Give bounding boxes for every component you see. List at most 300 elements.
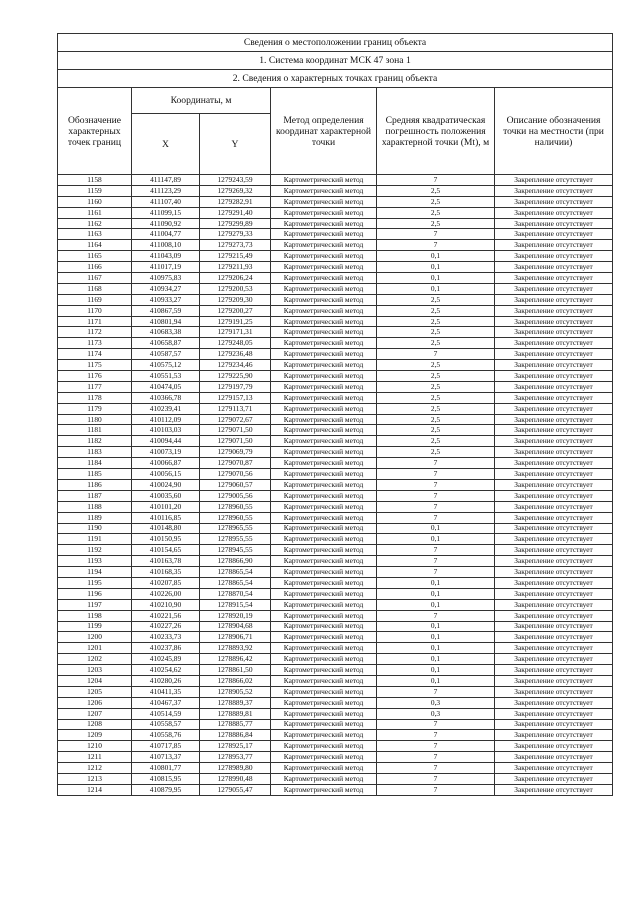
- table-row: [58, 512, 613, 523]
- cell-error: 0,3: [377, 697, 495, 708]
- cell-point-number: 1162: [58, 218, 132, 229]
- cell-method: Картометрический метод: [271, 654, 377, 665]
- cell-description: Закрепление отсутствует: [495, 196, 613, 207]
- cell-method: Картометрический метод: [271, 207, 377, 218]
- cell-coord-y: 1278904,68: [200, 621, 271, 632]
- cell-coord-x: 410221,56: [132, 610, 200, 621]
- cell-point-number: 1194: [58, 567, 132, 578]
- cell-method: Картометрический метод: [271, 305, 377, 316]
- cell-point-number: 1214: [58, 784, 132, 795]
- cell-coord-x: 410056,15: [132, 469, 200, 480]
- cell-coord-x: 411123,29: [132, 185, 200, 196]
- cell-point-number: 1180: [58, 414, 132, 425]
- points-section-title: 2. Сведения о характерных точках границ объекта: [58, 70, 613, 88]
- cell-description: Закрепление отсутствует: [495, 686, 613, 697]
- cell-coord-x: 410227,26: [132, 621, 200, 632]
- cell-coord-y: 1278955,55: [200, 534, 271, 545]
- cell-description: Закрепление отсутствует: [495, 697, 613, 708]
- table-row: [58, 665, 613, 676]
- table-row: [58, 567, 613, 578]
- cell-description: Закрепление отсутствует: [495, 283, 613, 294]
- cell-method: Картометрический метод: [271, 741, 377, 752]
- cell-point-number: 1160: [58, 196, 132, 207]
- cell-method: Картометрический метод: [271, 784, 377, 795]
- cell-coord-x: 411147,89: [132, 175, 200, 186]
- cell-coord-x: 410168,35: [132, 567, 200, 578]
- cell-coord-x: 410514,59: [132, 708, 200, 719]
- cell-error: 0,1: [377, 283, 495, 294]
- cell-coord-x: 410233,73: [132, 632, 200, 643]
- cell-method: Картометрический метод: [271, 512, 377, 523]
- cell-point-number: 1209: [58, 730, 132, 741]
- cell-error: 7: [377, 567, 495, 578]
- cell-point-number: 1192: [58, 545, 132, 556]
- cell-method: Картометрический метод: [271, 458, 377, 469]
- table-row: [58, 741, 613, 752]
- cell-point-number: 1199: [58, 621, 132, 632]
- cell-description: Закрепление отсутствует: [495, 447, 613, 458]
- cell-method: Картометрический метод: [271, 403, 377, 414]
- cell-coord-y: 1279211,93: [200, 262, 271, 273]
- cell-point-number: 1207: [58, 708, 132, 719]
- cell-coord-y: 1279071,50: [200, 436, 271, 447]
- cell-coord-x: 410150,95: [132, 534, 200, 545]
- cell-point-number: 1189: [58, 512, 132, 523]
- cell-method: Картометрический метод: [271, 327, 377, 338]
- table-row: [58, 773, 613, 784]
- cell-method: Картометрический метод: [271, 218, 377, 229]
- cell-description: Закрепление отсутствует: [495, 556, 613, 567]
- cell-description: Закрепление отсутствует: [495, 501, 613, 512]
- table-row: [58, 447, 613, 458]
- cell-description: Закрепление отсутствует: [495, 741, 613, 752]
- cell-point-number: 1197: [58, 599, 132, 610]
- table-row: [58, 327, 613, 338]
- cell-coord-x: 410210,90: [132, 599, 200, 610]
- cell-method: Картометрический метод: [271, 501, 377, 512]
- cell-error: 2,5: [377, 294, 495, 305]
- table-row: [58, 708, 613, 719]
- document: [57, 33, 612, 796]
- cell-description: Закрепление отсутствует: [495, 665, 613, 676]
- cell-description: Закрепление отсутствует: [495, 643, 613, 654]
- cell-description: Закрепление отсутствует: [495, 436, 613, 447]
- cell-coord-y: 1279273,73: [200, 240, 271, 251]
- cell-method: Картометрический метод: [271, 675, 377, 686]
- cell-point-number: 1213: [58, 773, 132, 784]
- table-row: [58, 697, 613, 708]
- cell-point-number: 1181: [58, 425, 132, 436]
- table-row: [58, 414, 613, 425]
- cell-description: Закрепление отсутствует: [495, 371, 613, 382]
- cell-error: 0,1: [377, 665, 495, 676]
- cell-coord-y: 1279055,47: [200, 784, 271, 795]
- table-row: [58, 752, 613, 763]
- cell-description: Закрепление отсутствует: [495, 675, 613, 686]
- cell-point-number: 1168: [58, 283, 132, 294]
- cell-method: Картометрический метод: [271, 773, 377, 784]
- cell-point-number: 1158: [58, 175, 132, 186]
- header-coords: Координаты, м: [132, 88, 271, 114]
- cell-method: Картометрический метод: [271, 229, 377, 240]
- cell-description: Закрепление отсутствует: [495, 294, 613, 305]
- cell-point-number: 1175: [58, 360, 132, 371]
- cell-error: 7: [377, 610, 495, 621]
- cell-description: Закрепление отсутствует: [495, 534, 613, 545]
- header-error: Средняя квадратическая погрешность положения характерной точки (Mt), м: [377, 88, 495, 175]
- cell-coord-x: 410237,86: [132, 643, 200, 654]
- table-row: [58, 523, 613, 534]
- cell-coord-y: 1278989,80: [200, 763, 271, 774]
- cell-error: 7: [377, 490, 495, 501]
- cell-coord-y: 1279072,67: [200, 414, 271, 425]
- cell-error: 2,5: [377, 207, 495, 218]
- cell-coord-x: 410801,94: [132, 316, 200, 327]
- cell-point-number: 1173: [58, 338, 132, 349]
- cell-description: Закрепление отсутствует: [495, 719, 613, 730]
- table-row: [58, 175, 613, 186]
- title-row-2: [58, 52, 613, 70]
- cell-error: 7: [377, 469, 495, 480]
- cell-point-number: 1170: [58, 305, 132, 316]
- cell-error: 2,5: [377, 360, 495, 371]
- cell-coord-y: 1279209,30: [200, 294, 271, 305]
- cell-coord-x: 410254,62: [132, 665, 200, 676]
- cell-coord-y: 1278870,54: [200, 588, 271, 599]
- table-row: [58, 556, 613, 567]
- table-row: [58, 501, 613, 512]
- cell-point-number: 1205: [58, 686, 132, 697]
- cell-description: Закрепление отсутствует: [495, 360, 613, 371]
- header-desc: Описание обозначения точки на местности (при наличии): [495, 88, 613, 175]
- table-row: [58, 632, 613, 643]
- cell-error: 7: [377, 730, 495, 741]
- cell-coord-y: 1279200,27: [200, 305, 271, 316]
- cell-description: Закрепление отсутствует: [495, 567, 613, 578]
- cell-error: 7: [377, 545, 495, 556]
- table-row: [58, 534, 613, 545]
- cell-error: 0,1: [377, 577, 495, 588]
- table-row: [58, 763, 613, 774]
- cell-error: 7: [377, 556, 495, 567]
- cell-method: Картометрический метод: [271, 392, 377, 403]
- cell-error: 0,1: [377, 262, 495, 273]
- cell-point-number: 1166: [58, 262, 132, 273]
- cell-description: Закрепление отсутствует: [495, 229, 613, 240]
- cell-coord-y: 1278915,54: [200, 599, 271, 610]
- cell-coord-y: 1278960,55: [200, 512, 271, 523]
- cell-method: Картометрический метод: [271, 545, 377, 556]
- cell-point-number: 1206: [58, 697, 132, 708]
- cell-error: 2,5: [377, 218, 495, 229]
- table-row: [58, 294, 613, 305]
- table-row: [58, 218, 613, 229]
- cell-description: Закрепление отсутствует: [495, 251, 613, 262]
- cell-method: Картометрический метод: [271, 577, 377, 588]
- cell-coord-x: 410239,41: [132, 403, 200, 414]
- cell-method: Картометрический метод: [271, 556, 377, 567]
- cell-error: 7: [377, 741, 495, 752]
- cell-method: Картометрический метод: [271, 283, 377, 294]
- cell-coord-y: 1279113,71: [200, 403, 271, 414]
- cell-error: 0,1: [377, 273, 495, 284]
- cell-error: 7: [377, 349, 495, 360]
- cell-error: 0,1: [377, 675, 495, 686]
- cell-coord-y: 1279070,56: [200, 469, 271, 480]
- cell-coord-y: 1279071,50: [200, 425, 271, 436]
- table-row: [58, 675, 613, 686]
- cell-point-number: 1159: [58, 185, 132, 196]
- cell-error: 2,5: [377, 305, 495, 316]
- header-method: Метод определения координат характерной точки: [271, 88, 377, 175]
- cell-point-number: 1182: [58, 436, 132, 447]
- cell-method: Картометрический метод: [271, 349, 377, 360]
- cell-error: 2,5: [377, 392, 495, 403]
- cell-method: Картометрический метод: [271, 196, 377, 207]
- cell-method: Картометрический метод: [271, 588, 377, 599]
- cell-error: 7: [377, 479, 495, 490]
- cell-error: 7: [377, 784, 495, 795]
- table-row: [58, 185, 613, 196]
- table-row: [58, 436, 613, 447]
- cell-point-number: 1204: [58, 675, 132, 686]
- table-row: [58, 588, 613, 599]
- cell-coord-x: 410801,77: [132, 763, 200, 774]
- table-row: [58, 621, 613, 632]
- cell-point-number: 1185: [58, 469, 132, 480]
- table-row: [58, 338, 613, 349]
- cell-coord-y: 1279171,31: [200, 327, 271, 338]
- cell-coord-x: 410815,95: [132, 773, 200, 784]
- cell-coord-x: 410411,35: [132, 686, 200, 697]
- cell-description: Закрепление отсутствует: [495, 752, 613, 763]
- cell-method: Картометрический метод: [271, 567, 377, 578]
- cell-description: Закрепление отсутствует: [495, 773, 613, 784]
- cell-point-number: 1200: [58, 632, 132, 643]
- table-row: [58, 654, 613, 665]
- cell-description: Закрепление отсутствует: [495, 632, 613, 643]
- table-row: [58, 469, 613, 480]
- cell-error: 0,1: [377, 621, 495, 632]
- cell-coord-x: 410103,03: [132, 425, 200, 436]
- cell-coord-y: 1279197,79: [200, 381, 271, 392]
- cell-error: 0,1: [377, 523, 495, 534]
- cell-coord-y: 1279060,57: [200, 479, 271, 490]
- cell-coord-y: 1279279,33: [200, 229, 271, 240]
- cell-coord-y: 1279248,05: [200, 338, 271, 349]
- table-title: Сведения о местоположении границ объекта: [58, 34, 613, 52]
- cell-coord-x: 410094,44: [132, 436, 200, 447]
- cell-point-number: 1203: [58, 665, 132, 676]
- cell-coord-x: 411090,92: [132, 218, 200, 229]
- table-row: [58, 545, 613, 556]
- cell-coord-x: 411004,77: [132, 229, 200, 240]
- table-row: [58, 686, 613, 697]
- cell-description: Закрепление отсутствует: [495, 577, 613, 588]
- table-row: [58, 283, 613, 294]
- cell-description: Закрепление отсутствует: [495, 730, 613, 741]
- cell-description: Закрепление отсутствует: [495, 512, 613, 523]
- cell-method: Картометрический метод: [271, 752, 377, 763]
- cell-coord-y: 1278960,55: [200, 501, 271, 512]
- cell-point-number: 1184: [58, 458, 132, 469]
- cell-coord-y: 1279282,91: [200, 196, 271, 207]
- table-row: [58, 577, 613, 588]
- header-x: X: [132, 114, 200, 175]
- cell-error: 7: [377, 229, 495, 240]
- cell-method: Картометрический метод: [271, 534, 377, 545]
- cell-coord-x: 410163,78: [132, 556, 200, 567]
- cell-coord-y: 1278885,77: [200, 719, 271, 730]
- cell-error: 7: [377, 763, 495, 774]
- cell-description: Закрепление отсутствует: [495, 218, 613, 229]
- cell-point-number: 1210: [58, 741, 132, 752]
- cell-coord-x: 410035,60: [132, 490, 200, 501]
- cell-method: Картометрический метод: [271, 665, 377, 676]
- cell-error: 2,5: [377, 327, 495, 338]
- cell-point-number: 1164: [58, 240, 132, 251]
- cell-coord-y: 1278965,55: [200, 523, 271, 534]
- cell-point-number: 1161: [58, 207, 132, 218]
- table-row: [58, 403, 613, 414]
- cell-description: Закрепление отсутствует: [495, 588, 613, 599]
- table-row: [58, 360, 613, 371]
- cell-coord-x: 410658,87: [132, 338, 200, 349]
- cell-error: 2,5: [377, 338, 495, 349]
- cell-method: Картометрический метод: [271, 469, 377, 480]
- table-row: [58, 425, 613, 436]
- cell-coord-y: 1278990,48: [200, 773, 271, 784]
- cell-description: Закрепление отсутствует: [495, 784, 613, 795]
- cell-method: Картометрический метод: [271, 599, 377, 610]
- cell-point-number: 1177: [58, 381, 132, 392]
- table-row: [58, 349, 613, 360]
- cell-method: Картометрический метод: [271, 425, 377, 436]
- cell-description: Закрепление отсутствует: [495, 425, 613, 436]
- cell-coord-y: 1279200,53: [200, 283, 271, 294]
- table-row: [58, 229, 613, 240]
- table-row: [58, 196, 613, 207]
- cell-coord-y: 1278945,55: [200, 545, 271, 556]
- cell-description: Закрепление отсутствует: [495, 381, 613, 392]
- cell-description: Закрепление отсутствует: [495, 262, 613, 273]
- cell-coord-y: 1279299,89: [200, 218, 271, 229]
- cell-coord-x: 411107,40: [132, 196, 200, 207]
- cell-point-number: 1212: [58, 763, 132, 774]
- cell-point-number: 1202: [58, 654, 132, 665]
- cell-coord-x: 410879,95: [132, 784, 200, 795]
- cell-coord-x: 410073,19: [132, 447, 200, 458]
- cell-coord-y: 1279206,24: [200, 273, 271, 284]
- table-row: [58, 458, 613, 469]
- cell-coord-y: 1278920,19: [200, 610, 271, 621]
- cell-description: Закрепление отсутствует: [495, 175, 613, 186]
- cell-error: 2,5: [377, 436, 495, 447]
- cell-error: 7: [377, 686, 495, 697]
- title-row-3: [58, 70, 613, 88]
- cell-coord-x: 410366,78: [132, 392, 200, 403]
- cell-description: Закрепление отсутствует: [495, 305, 613, 316]
- cell-method: Картометрический метод: [271, 338, 377, 349]
- cell-coord-x: 410934,27: [132, 283, 200, 294]
- table-row: [58, 610, 613, 621]
- header-row-1: [58, 88, 613, 114]
- cell-coord-x: 411043,09: [132, 251, 200, 262]
- cell-coord-y: 1278886,84: [200, 730, 271, 741]
- cell-description: Закрепление отсутствует: [495, 327, 613, 338]
- cell-error: 7: [377, 501, 495, 512]
- table-row: [58, 240, 613, 251]
- cell-description: Закрепление отсутствует: [495, 207, 613, 218]
- cell-method: Картометрический метод: [271, 381, 377, 392]
- cell-method: Картометрический метод: [271, 436, 377, 447]
- table-row: [58, 316, 613, 327]
- cell-method: Картометрический метод: [271, 185, 377, 196]
- cell-method: Картометрический метод: [271, 240, 377, 251]
- cell-method: Картометрический метод: [271, 371, 377, 382]
- cell-coord-y: 1278925,17: [200, 741, 271, 752]
- cell-coord-y: 1278865,54: [200, 567, 271, 578]
- cell-coord-y: 1279291,40: [200, 207, 271, 218]
- cell-point-number: 1176: [58, 371, 132, 382]
- cell-coord-y: 1279069,79: [200, 447, 271, 458]
- cell-point-number: 1195: [58, 577, 132, 588]
- cell-description: Закрепление отсутствует: [495, 523, 613, 534]
- cell-coord-x: 411008,10: [132, 240, 200, 251]
- cell-point-number: 1183: [58, 447, 132, 458]
- table-row: [58, 479, 613, 490]
- cell-coord-x: 410116,85: [132, 512, 200, 523]
- cell-method: Картометрический метод: [271, 730, 377, 741]
- cell-point-number: 1165: [58, 251, 132, 262]
- cell-error: 2,5: [377, 196, 495, 207]
- boundary-points-table: [57, 33, 613, 796]
- cell-coord-x: 410717,85: [132, 741, 200, 752]
- cell-error: 7: [377, 458, 495, 469]
- cell-coord-y: 1278896,42: [200, 654, 271, 665]
- table-row: [58, 730, 613, 741]
- cell-error: 2,5: [377, 403, 495, 414]
- cell-description: Закрепление отсутствует: [495, 392, 613, 403]
- cell-method: Картометрический метод: [271, 632, 377, 643]
- cell-error: 0,1: [377, 588, 495, 599]
- cell-coord-x: 410467,37: [132, 697, 200, 708]
- cell-coord-x: 410551,53: [132, 371, 200, 382]
- cell-point-number: 1178: [58, 392, 132, 403]
- cell-coord-x: 410975,83: [132, 273, 200, 284]
- cell-coord-y: 1278866,90: [200, 556, 271, 567]
- cell-error: 0,1: [377, 599, 495, 610]
- cell-description: Закрепление отсутствует: [495, 621, 613, 632]
- cell-error: 0,1: [377, 534, 495, 545]
- header-point: Обозначение характерных точек границ: [58, 88, 132, 175]
- cell-method: Картометрический метод: [271, 262, 377, 273]
- header-y: Y: [200, 114, 271, 175]
- cell-method: Картометрический метод: [271, 490, 377, 501]
- table-row: [58, 251, 613, 262]
- cell-description: Закрепление отсутствует: [495, 338, 613, 349]
- table-row: [58, 262, 613, 273]
- cell-coord-y: 1278866,02: [200, 675, 271, 686]
- cell-error: 2,5: [377, 371, 495, 382]
- cell-coord-y: 1278889,37: [200, 697, 271, 708]
- cell-coord-x: 410575,12: [132, 360, 200, 371]
- cell-description: Закрепление отсутствует: [495, 763, 613, 774]
- cell-error: 7: [377, 719, 495, 730]
- cell-method: Картометрический метод: [271, 621, 377, 632]
- cell-coord-x: 410066,87: [132, 458, 200, 469]
- cell-method: Картометрический метод: [271, 643, 377, 654]
